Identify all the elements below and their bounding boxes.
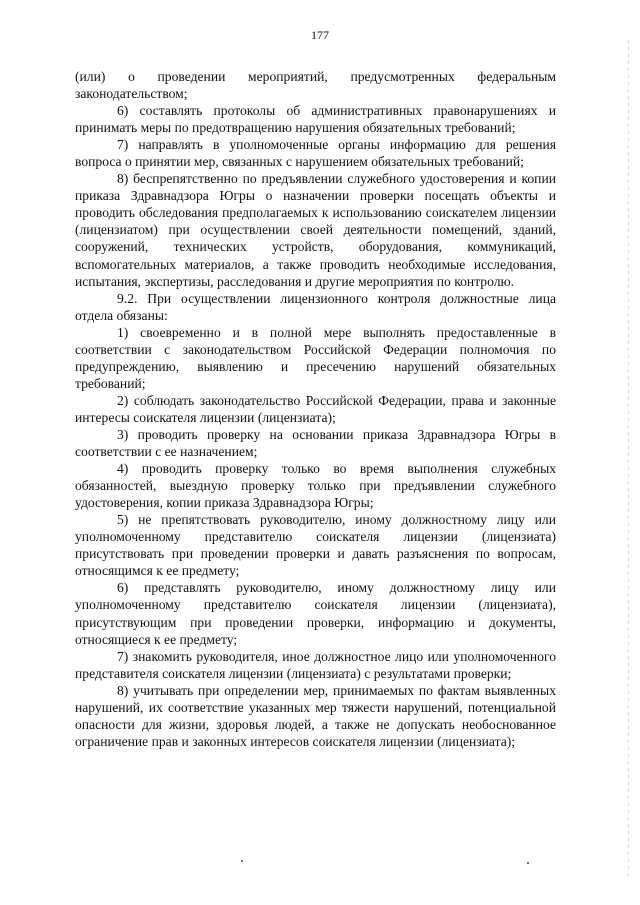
page-number: 177 — [311, 28, 329, 42]
scan-speck — [241, 860, 243, 862]
duty-item-4: 4) проводить проверку только во время выполнения служебных обязанностей, выездную проверку только при предъявлении служебного удостоверения, копии приказа Здравнадзора Югры; — [75, 461, 556, 511]
paragraph-continuation: (или) о проведении мероприятий, предусмотренных федеральным законодательством; — [75, 69, 556, 102]
paragraph-item-7: 7) направлять в уполномоченные органы информацию для решения вопроса о принятии мер, связанных с нарушением обязательных требований; — [75, 137, 556, 170]
paragraph-item-6: 6) составлять протоколы об административных правонарушениях и принимать меры по предотвращению нарушения обязательных требований; — [75, 103, 556, 136]
duty-item-7: 7) знакомить руководителя, иное должностное лицо или уполномоченного представителя соискателя лицензии (лицензиата) с результатами проверки; — [75, 648, 556, 681]
section-heading-9-2: 9.2. При осуществлении лицензионного контроля должностные лица отдела обязаны: — [75, 290, 556, 323]
scan-speck — [527, 862, 529, 864]
document-body — [75, 68, 556, 750]
duty-item-2: 2) соблюдать законодательство Российской Федерации, права и законные интересы соискателя лицензии (лицензиата); — [75, 392, 556, 425]
duty-item-1: 1) своевременно и в полной мере выполнять предоставленные в соответствии с законодательством Российской Федерации полномочия по предупреждению, выявлению и пресечению нарушений обязательных требований; — [75, 324, 556, 391]
duty-item-6: 6) представлять руководителю, иному должностному лицу или уполномоченному представителю соискателя лицензии (лицензиата), присутствующим при проведении проверки, информацию и документы, относящиеся к ее предмету; — [75, 580, 556, 647]
duty-item-5: 5) не препятствовать руководителю, иному должностному лицу или уполномоченному представителю соискателя лицензии (лицензиата) присутствовать при проведении проверки и давать разъяснения по вопросам, относящимся к ее предмету; — [75, 512, 556, 579]
duty-item-3: 3) проводить проверку на основании приказа Здравнадзора Югры в соответствии с ее назначением; — [75, 426, 556, 460]
scan-edge-line — [628, 40, 629, 880]
duty-item-8: 8) учитывать при определении мер, принимаемых по фактам выявленных нарушений, их соответствие указанных мер тяжести нарушений, потенциальной опасности для жизни, здоровья людей, а также не допускать необоснованное ограничение прав и законных интересов соискателя лицензии (лицензиата); — [75, 682, 556, 749]
paragraph-item-8: 8) беспрепятственно по предъявлении служебного удостоверения и копии приказа Здравнадзора Югры о назначении проверки посещать объекты и проводить обследования предполагаемых к использованию соискателем лицензии (лицензиатом) при осуществлении своей деятельности помещений, зданий, сооружений, технических устройств, оборудования, коммуникаций, вспомогательных материалов, а также проводить необходимые исследования, испытания, экспертизы, расследования и другие мероприятия по контролю. — [75, 171, 556, 289]
